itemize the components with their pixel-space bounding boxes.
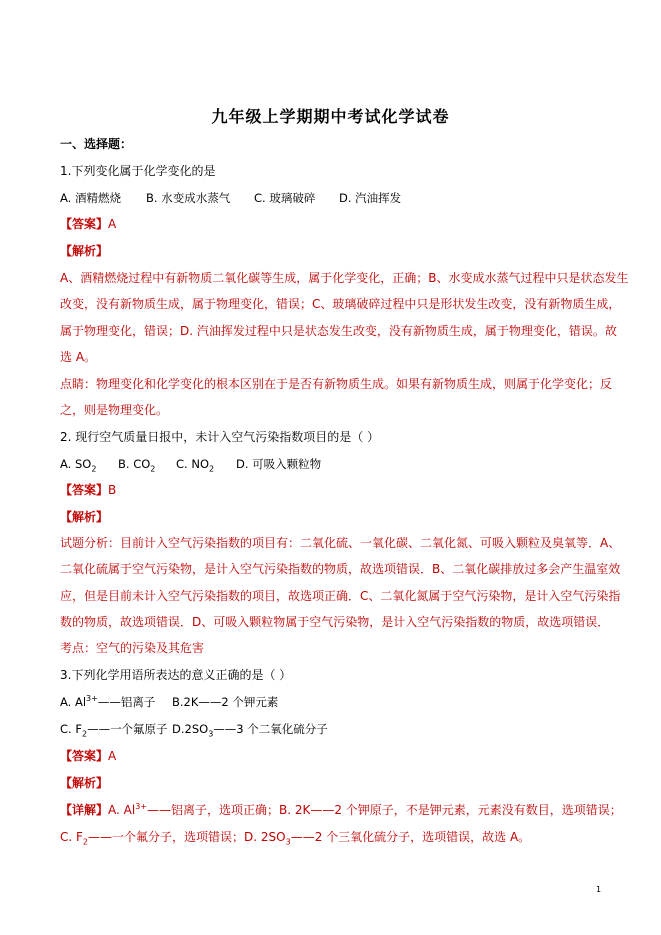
q2-option-a: A. $SO_2$ [60, 457, 97, 474]
q2-answer [60, 482, 116, 498]
q1-analysis-label: 【解析】 [60, 244, 109, 258]
answer-value: A [108, 749, 117, 763]
q1-option-c: C. 玻璃破碎 [254, 191, 316, 205]
q1-analysis-line: 属于物理变化，错误；D. 汽油挥发过程中只是状态发生改变，没有新物质生成，属于物理变化，错误。故 [60, 324, 617, 338]
answer-value: B [108, 483, 117, 497]
q2-analysis-line: 二氧化硫属于空气污染物，是计入空气污染指数的物质，故选项错误．B、二氧化碳排放过多会产生温室效 [60, 562, 621, 576]
q1-analysis-line: 选 A。 [60, 350, 97, 364]
q2-analysis-line: 数的物质，故选项错误．D、可吸入颗粒物属于空气污染物，是计入空气污染指数的物质，故选项错误． [60, 615, 610, 629]
q2-analysis-line: 应，但是目前未计入空气污染指数的项目，故选项正确．C、二氧化氮属于空气污染物，是计入空气污染指 [60, 589, 621, 603]
answer-value: A [108, 217, 117, 231]
q3-stem: 3.下列化学用语所表达的意义正确的是（ ） [60, 668, 292, 682]
q3-option-c: C. $F_2——$一个氟原子 [60, 722, 168, 739]
answer-label: 【答案】 [60, 217, 109, 231]
page-number: 1 [596, 885, 602, 894]
q1-analysis-line: 改变，没有新物质生成，属于物理变化，错误；C、玻璃破碎过程中只是形状发生改变，没有新物质生成， [60, 297, 621, 311]
q2-analysis-line: 试题分析：目前计入空气污染指数的项目有：二氧化硫、一氧化碳、二氧化氮、可吸入颗粒及臭氧等．A、 [60, 536, 621, 550]
q1-analysis-line: A、酒精燃烧过程中有新物质二氧化碳等生成，属于化学变化，正确；B、水变成水蒸气过程中只是状态发生 [60, 271, 629, 285]
q2-point: 考点：空气的污染及其危害 [60, 641, 205, 655]
q2-stem: 2. 现行空气质量日报中，未计入空气污染指数项目的是（ ） [60, 430, 380, 444]
q3-detail-line: 【详解】A. $Al^{3+}——$铝离子，选项正确；B. 2K——2 个钾原子，不是钾元素，元素没有数目，选项错误； [60, 802, 622, 817]
q1-tip-line: 点睛：物理变化和化学变化的根本区别在于是否有新物质生成。如果有新物质生成，则属于化学变化；反 [60, 377, 613, 391]
q3-option-a: A. $Al^{3+}——$铝离子 [60, 694, 156, 709]
q2-option-d: D. 可吸入颗粒物 [236, 457, 322, 471]
q3-option-b: B.2K——2 个钾元素 [172, 695, 279, 709]
q3-answer [60, 748, 116, 764]
q1-option-a: A. 酒精燃烧 [60, 191, 121, 205]
q3-detail-line: C. $F_2——$一个氟分子，选项错误；D. $2SO_3——2$ 个三氧化硫分子，选项错误，故选 A。 [60, 830, 531, 847]
page-title: 九年级上学期期中考试化学试卷 [211, 107, 450, 126]
q1-option-d: D. 汽油挥发 [339, 191, 402, 205]
q1-option-b: B. 水变成水蒸气 [146, 191, 231, 205]
answer-label: 【答案】 [60, 483, 109, 497]
q2-option-c: C. $NO_2$ [176, 457, 215, 474]
q3-option-d: $D.2SO_3——3$ 个二氧化硫分子 [172, 722, 328, 739]
q3-analysis-label: 【解析】 [60, 776, 109, 790]
q1-tip-line: 之，则是物理变化。 [60, 403, 169, 417]
q1-stem: 1.下列变化属于化学变化的是 [60, 164, 216, 178]
q1-answer [60, 216, 116, 232]
q2-analysis-label: 【解析】 [60, 510, 109, 524]
answer-label: 【答案】 [60, 749, 109, 763]
section-heading: 一、选择题： [60, 137, 133, 151]
q2-option-b: B. $CO_2$ [118, 457, 156, 474]
